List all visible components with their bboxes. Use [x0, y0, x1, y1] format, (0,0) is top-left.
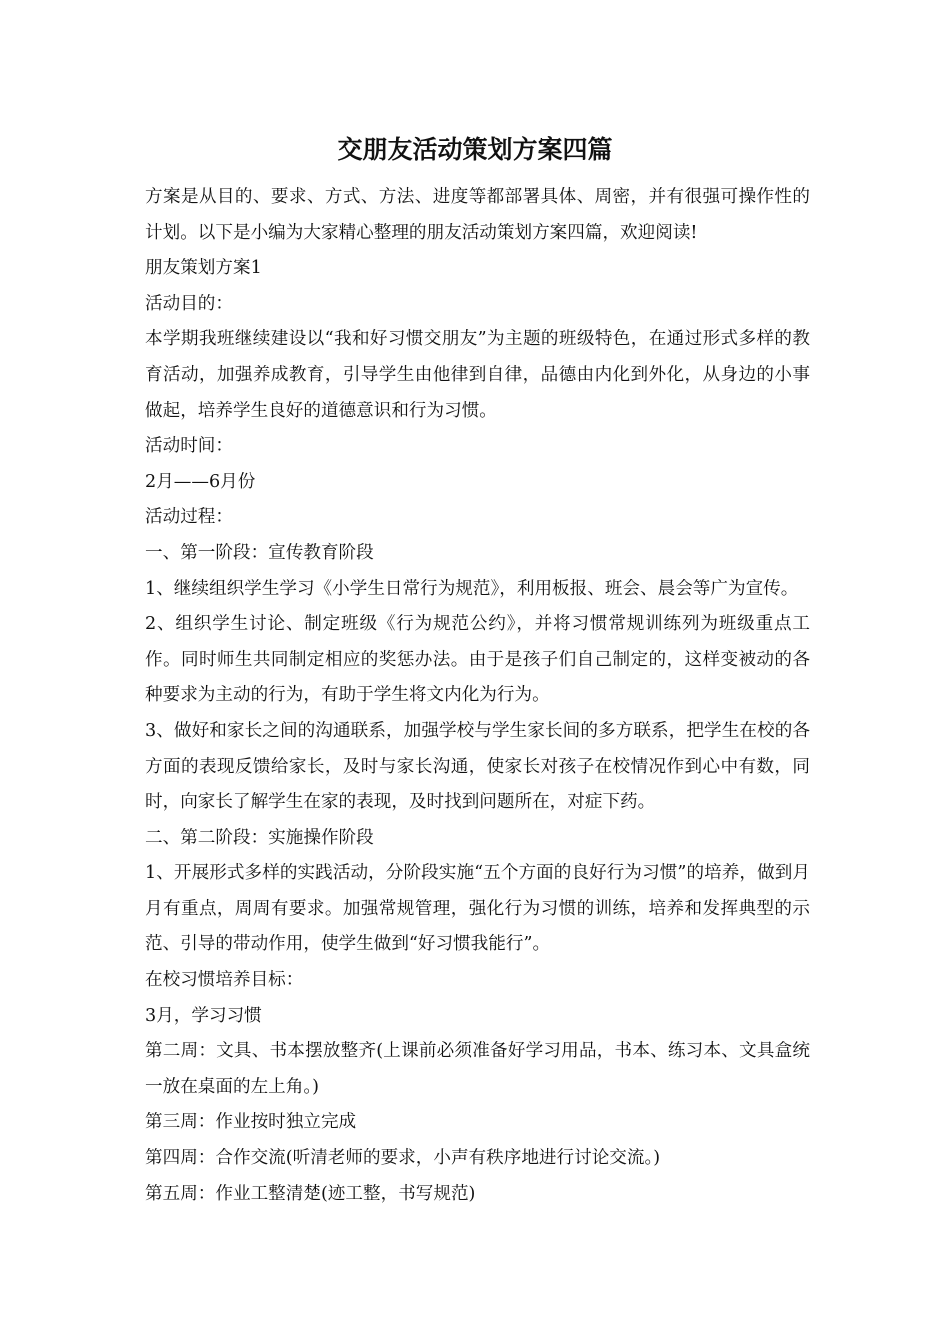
paragraph-stage-one: 一、第一阶段：宣传教育阶段	[145, 542, 374, 563]
paragraph-stage-two: 二、第二阶段：实施操作阶段	[145, 827, 374, 848]
paragraph-stage-one-item-3: 3、做好和家长之间的沟通联系，加强学校与学生家长间的多方联系，把学生在校的各方面的表现反馈给家长，及时与家长沟通，使家长对孩子在校情况作到心中有数，同时，向家长了解学生在家的表现，及时找到问题所在，对症下药。	[145, 720, 810, 813]
paragraph-school-goals: 在校习惯培养目标：	[145, 970, 304, 991]
paragraph-purpose-label: 活动目的：	[145, 293, 233, 314]
document-title: 交朋友活动策划方案四篇	[337, 135, 613, 164]
paragraph-purpose: 本学期我班继续建设以“我和好习惯交朋友”为主题的班级特色，在通过形式多样的教育活动，加强养成教育，引导学生由他律到自律，品德由内化到外化，从身边的小事做起，培养学生良好的道德意识和行为习惯。	[145, 329, 810, 421]
paragraph-time-label: 活动时间：	[145, 436, 233, 457]
paragraph-week-2: 第二周：文具、书本摆放整齐(上课前必须准备好学习用品，书本、练习本、文具盒统一放在桌面的左上角。)	[145, 1041, 810, 1097]
paragraph-week-4: 第四周：合作交流(听清老师的要求，小声有秩序地进行讨论交流。)	[145, 1148, 661, 1169]
paragraph-stage-two-item-1: 1、开展形式多样的实践活动，分阶段实施“五个方面的良好行为习惯”的培养，做到月月有重点，周周有要求。加强常规管理，强化行为习惯的训练，培养和发挥典型的示范、引导的带动作用，使学生做到“好习惯我能行”。	[145, 863, 810, 955]
paragraph-time: 2月——6月份	[145, 471, 256, 492]
document-body	[145, 180, 810, 1212]
paragraph-intro: 方案是从目的、要求、方式、方法、进度等都部署具体、周密，并有很强可操作性的计划。以下是小编为大家精心整理的朋友活动策划方案四篇，欢迎阅读!	[145, 187, 810, 243]
paragraph-march: 3月，学习习惯	[145, 1005, 262, 1026]
paragraph-week-5: 第五周：作业工整清楚(迹工整，书写规范)	[145, 1183, 476, 1204]
paragraph-process-label: 活动过程：	[145, 507, 233, 528]
paragraph-week-3: 第三周：作业按时独立完成	[145, 1112, 357, 1133]
paragraph-stage-one-item-1: 1、继续组织学生学习《小学生日常行为规范》，利用板报、班会、晨会等广为宣传。	[145, 578, 799, 599]
paragraph-stage-one-item-2: 2、组织学生讨论、制定班级《行为规范公约》，并将习惯常规训练列为班级重点工作。同时师生共同制定相应的奖惩办法。由于是孩子们自己制定的，这样变被动的各种要求为主动的行为，有助于学生将文内化为行为。	[145, 614, 810, 706]
paragraph-plan-heading: 朋友策划方案1	[145, 258, 262, 279]
